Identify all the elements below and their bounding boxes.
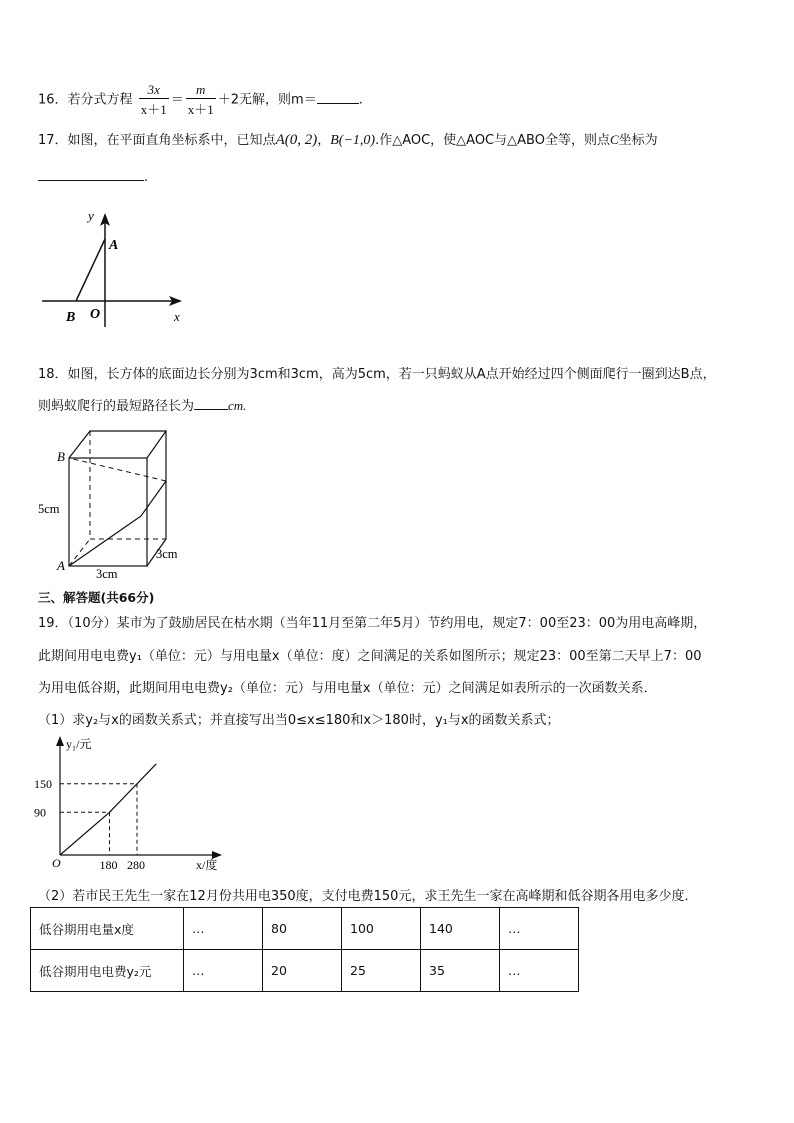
y-tick-label: 150 <box>34 776 52 791</box>
q18-line2 <box>38 395 246 414</box>
q19-line2: 此期间用电电费y₁（单位：元）与用电量x（单位：度）之间满足的关系如图所示；规定23：00至第二天早上7：00 <box>38 649 702 664</box>
table-cell: 35 <box>421 950 500 992</box>
q16-suffix: 无解，则m＝ <box>239 92 317 108</box>
q17-text3: 坐标为 <box>618 133 658 148</box>
q16-equals: ＝ <box>170 92 184 108</box>
table-cell: 低谷期用电量x度 <box>31 908 184 950</box>
q17-answer-line <box>38 170 148 185</box>
q17-text2: .作△AOC，使△AOC与△ABO全等，则点 <box>375 133 610 148</box>
question-17 <box>38 129 658 149</box>
q18-cuboid-figure <box>38 425 198 580</box>
x-axis-label: x <box>174 309 180 324</box>
q16-frac2-numerator: m <box>186 82 216 99</box>
point-a-label: A <box>57 558 65 573</box>
q16-end: . <box>358 92 363 108</box>
q19-table <box>30 907 579 992</box>
chart-y-label: y₁/元 <box>66 737 92 751</box>
q19-line1: 19．（10分）某市为了鼓励居民在枯水期（当年11月至第二年5月）节约用电，规定7：00至23：00为用电高峰期， <box>38 616 707 631</box>
q18-answer-blank[interactable] <box>194 409 228 410</box>
point-b-label: B <box>66 310 76 325</box>
hidden-edge-depth <box>69 539 90 566</box>
table-cell: … <box>184 908 263 950</box>
table-row <box>31 908 579 950</box>
q16-fraction-2 <box>186 82 216 118</box>
height-label: 5cm <box>38 502 60 516</box>
q17-point-a: A(0, 2) <box>275 132 318 148</box>
table-cell: 100 <box>342 908 421 950</box>
q17-sep: ， <box>317 133 331 148</box>
q16-fraction-1 <box>139 82 169 118</box>
table-cell: … <box>500 908 579 950</box>
q16-number: 16． <box>38 92 68 108</box>
table-cell: 20 <box>263 950 342 992</box>
q17-end: . <box>144 170 149 185</box>
q18-text-line1: 如图，长方体的底面边长分别为3cm和3cm，高为5cm，若一只蚂蚁从A点开始经过四个侧面爬行一圈到达B点， <box>67 367 716 382</box>
question-16 <box>38 82 363 118</box>
series-line-y1 <box>60 764 156 855</box>
y-axis-label: y <box>88 208 94 223</box>
chart-y-arrow-icon <box>56 736 64 746</box>
origin-label: O <box>90 307 101 322</box>
q18-text-line2: 则蚂蚁爬行的最短路径长为 <box>38 399 195 414</box>
table-row <box>31 950 579 992</box>
depth-label: 3cm <box>156 547 178 561</box>
q16-plus: ＋2 <box>217 92 240 108</box>
q16-frac2-denominator: x＋1 <box>187 102 214 117</box>
ant-path-visible <box>69 481 166 566</box>
q17-text1: 如图，在平面直角坐标系中，已知点 <box>67 133 276 148</box>
point-a-label: A <box>109 238 119 253</box>
table-cell: 140 <box>421 908 500 950</box>
right-face <box>147 431 166 566</box>
table-cell: 低谷期用电电费y₂元 <box>31 950 184 992</box>
q18-unit: cm. <box>228 398 247 413</box>
width-label: 3cm <box>96 567 118 580</box>
q17-number: 17． <box>38 133 68 148</box>
q17-answer-blank[interactable] <box>38 180 144 181</box>
ant-path-hidden <box>69 458 166 481</box>
q19-part2: （2）若市民王先生一家在12月份共用电350度，支付电费150元，求王先生一家在高峰期和低谷期各用电多少度． <box>38 889 698 904</box>
y-tick-label: 90 <box>34 805 46 820</box>
q16-frac1-numerator: 3x <box>139 82 169 99</box>
top-face <box>69 431 166 458</box>
q19-part1: （1）求y₂与x的函数关系式；并直接写出当0≤x≤180和x＞180时，y₁与x的函数关系式； <box>38 713 560 728</box>
q19-chart <box>30 730 270 878</box>
table-cell: … <box>500 950 579 992</box>
point-b-label: B <box>57 449 65 464</box>
chart-origin-label: O <box>52 856 61 870</box>
x-tick-label: 180 <box>99 858 118 872</box>
x-tick-label: 280 <box>127 858 145 872</box>
q17-coordinate-figure <box>38 205 198 330</box>
q17-point-b: B(−1,0) <box>330 133 376 148</box>
q17-point-c: C <box>609 132 619 147</box>
segment-ab <box>76 239 105 301</box>
q16-answer-blank[interactable] <box>317 103 359 104</box>
chart-x-label: x/度 <box>196 858 218 872</box>
table-cell: 80 <box>263 908 342 950</box>
table-cell: … <box>184 950 263 992</box>
q16-frac1-denominator: x＋1 <box>140 102 167 117</box>
q16-prefix: 若分式方程 <box>67 92 133 108</box>
q18-line1 <box>38 363 716 382</box>
section-3-title: 三、解答题(共66分) <box>38 590 155 605</box>
q19-line3: 为用电低谷期，此期间用电电费y₂（单位：元）与用电量x（单位：元）之间满足如表所示的一次函数关系． <box>38 681 657 696</box>
table-cell: 25 <box>342 950 421 992</box>
q18-number: 18． <box>38 367 68 382</box>
